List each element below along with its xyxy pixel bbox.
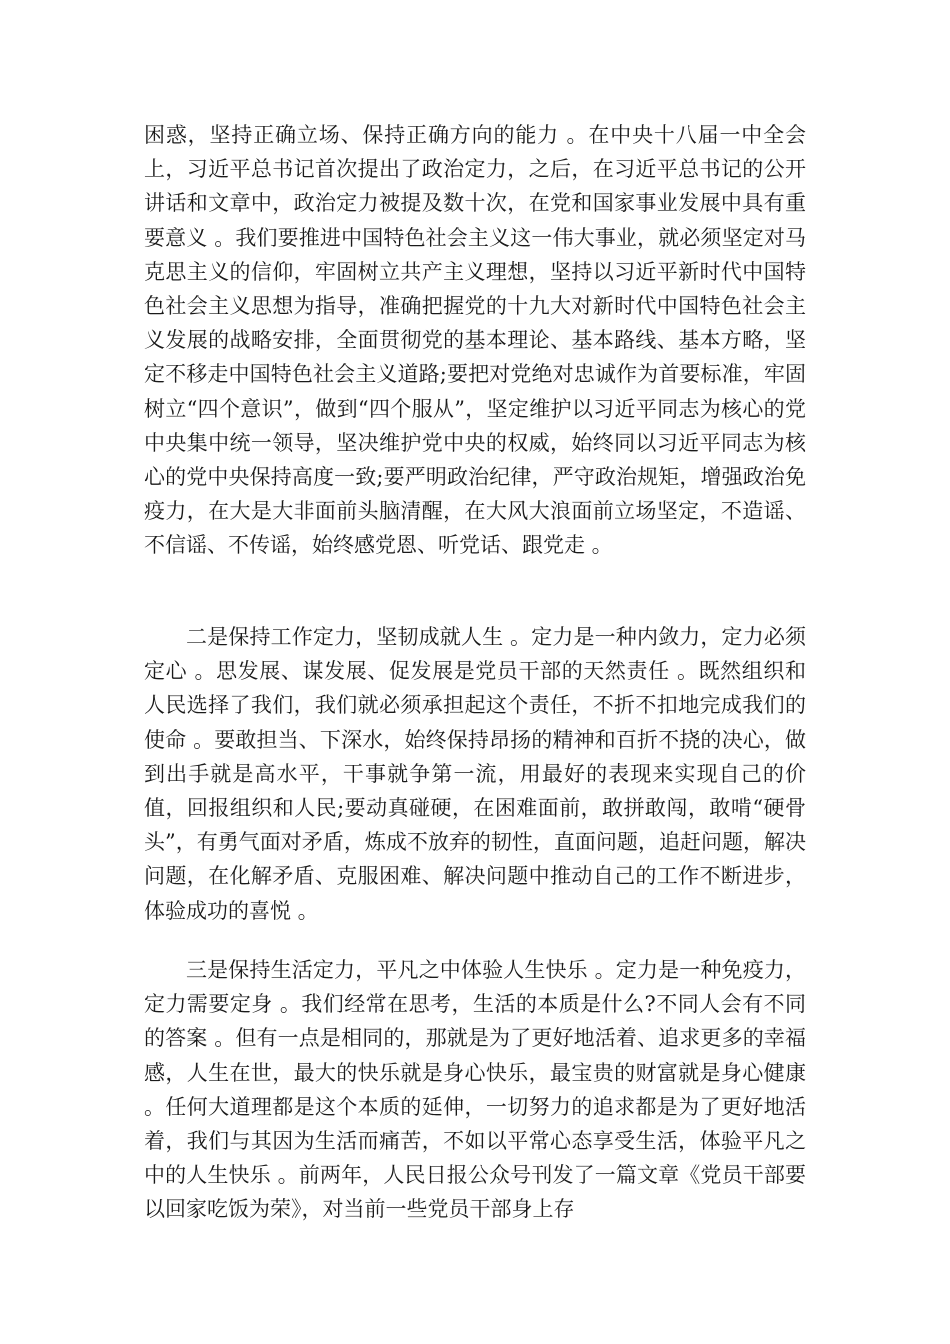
paragraph-life-focus: 三是保持生活定力，平凡之中体验人生快乐 。定力是一种免疫力，定力需要定身 。我们经常在思考，生活的本质是什么?不同人会有不同的答案 。但有一点是相同的，那就是为了更好地活着、追求更多的幸福感，人生在世，最大的快乐就是身心快乐，最宝贵的财富就是身心健康 。任何大道理都是这个本质的延伸，一切努力的追求都是为了更好地活着，我们与其因为生活而痛苦，不如以平常心态享受生活，体验平凡之中的人生快乐 。前两年，人民日报公众号刊发了一篇文章《党员干部要以回家吃饭为荣》，对当前一些党员干部身上存 [144, 958, 806, 1222]
paragraph-work-focus: 二是保持工作定力，坚韧成就人生 。定力是一种内敛力，定力必须定心 。思发展、谋发展、促发展是党员干部的天然责任 。既然组织和人民选择了我们，我们就必须承担起这个责任，不折不扣地完成我们的使命 。要敢担当、下深水，始终保持昂扬的精神和百折不挠的决心，做到出手就是高水平，干事就争第一流，用最好的表现来实现自己的价值，回报组织和人民;要动真碰硬，在困难面前，敢拼敢闯，敢啃“硬骨头”，有勇气面对矛盾，炼成不放弃的韧性，直面问题，追赶问题，解决问题，在化解矛盾、克服困难、解决问题中推动自己的工作不断进步，体验成功的喜悦 。 [144, 625, 806, 923]
paragraph-continuation: 困惑，坚持正确立场、保持正确方向的能力 。在中央十八届一中全会上，习近平总书记首次提出了政治定力，之后，在习近平总书记的公开讲话和文章中，政治定力被提及数十次，在党和国家事业发展中具有重要意义 。我们要推进中国特色社会主义这一伟大事业，就必须坚定对马克思主义的信仰，牢固树立共产主义理想，坚持以习近平新时代中国特色社会主义思想为指导，准确把握党的十九大对新时代中国特色社会主义发展的战略安排，全面贯彻党的基本理论、基本路线、基本方略，坚定不移走中国特色社会主义道路;要把对党绝对忠诚作为首要标准，牢固树立“四个意识”，做到“四个服从”，坚定维护以习近平同志为核心的党中央集中统一领导，坚决维护党中央的权威，始终同以习近平同志为核心的党中央保持高度一致;要严明政治纪律，严守政治规矩，增强政治免疫力，在大是大非面前头脑清醒，在大风大浪面前立场坚定，不造谣、不信谣、不传谣，始终感党恩、听党话、跟党走 。 [144, 123, 806, 558]
